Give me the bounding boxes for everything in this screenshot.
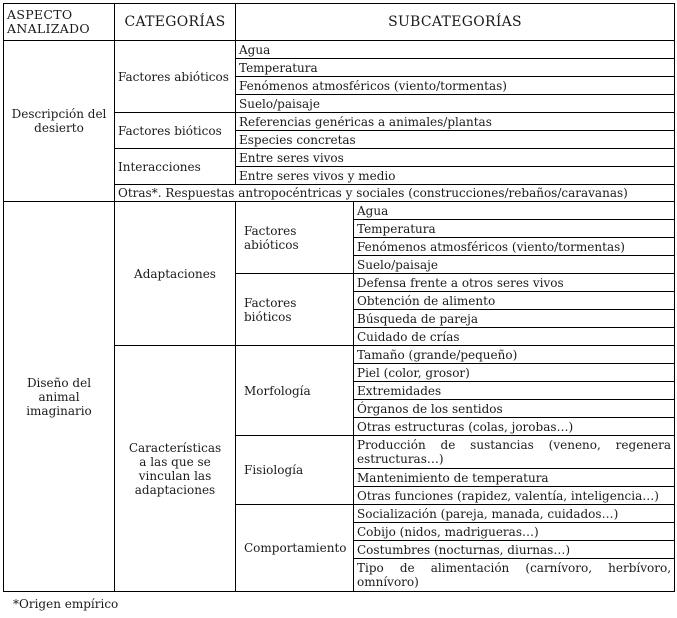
subcategory-item: Defensa frente a otros seres vivos: [354, 274, 675, 292]
subgroup-comportamiento: Comportamiento: [236, 505, 354, 592]
categories-table: [3, 3, 675, 592]
subcategory-item: Socialización (pareja, manada, cuidados…): [354, 505, 675, 523]
footnote: *Origen empírico: [13, 597, 119, 611]
category-factores-abioticos: Factores abióticos: [115, 41, 236, 113]
header-row: [4, 4, 675, 41]
header-subcategorias: SUBCATEGORÍAS: [236, 4, 675, 41]
subcategory-item: Fenómenos atmosféricos (viento/tormentas): [354, 238, 675, 256]
subcategory-item: Entre seres vivos: [236, 149, 675, 167]
subcategory-item: Entre seres vivos y medio: [236, 167, 675, 185]
subcategory-item: Producción de sustancias (veneno, regenera estructuras…): [354, 436, 675, 469]
subcategory-item: Especies concretas: [236, 131, 675, 149]
subcategory-item: Costumbres (nocturnas, diurnas…): [354, 541, 675, 559]
category-interacciones: Interacciones: [115, 149, 236, 185]
subcategory-item: Tamaño (grande/pequeño): [354, 346, 675, 364]
subcategory-item: Búsqueda de pareja: [354, 310, 675, 328]
header-categorias: CATEGORÍAS: [115, 4, 236, 41]
aspect-animal: Diseño del animal imaginario: [4, 202, 115, 592]
subgroup-factores-bioticos: Factores bióticos: [236, 274, 354, 346]
header-aspecto: ASPECTO ANALIZADO: [4, 4, 115, 41]
subcategory-item: Temperatura: [236, 59, 675, 77]
subcategory-item: Temperatura: [354, 220, 675, 238]
subcategory-item: Cuidado de crías: [354, 328, 675, 346]
subcategory-item: Suelo/paisaje: [236, 95, 675, 113]
subcategory-item: Cobijo (nidos, madrigueras…): [354, 523, 675, 541]
subcategory-item: Otras estructuras (colas, jorobas…): [354, 418, 675, 436]
subcategory-item: Extremidades: [354, 382, 675, 400]
subcategory-item: Mantenimiento de temperatura: [354, 469, 675, 487]
subcategory-item: Fenómenos atmosféricos (viento/tormentas): [236, 77, 675, 95]
subgroup-fisiologia: Fisiología: [236, 436, 354, 505]
subcategory-item: Referencias genéricas a animales/plantas: [236, 113, 675, 131]
subcategory-item: Piel (color, grosor): [354, 364, 675, 382]
aspect-desierto: Descripción del desierto: [4, 41, 115, 202]
category-caracteristicas: Características a las que se vinculan las adaptaciones: [115, 346, 236, 592]
table-row: [4, 41, 675, 59]
subcategory-item: Tipo de alimentación (carnívoro, herbívoro, omnívoro): [354, 559, 675, 592]
category-adaptaciones: Adaptaciones: [115, 202, 236, 346]
subcategory-item: Órganos de los sentidos: [354, 400, 675, 418]
category-otras: Otras*. Respuestas antropocéntricas y sociales (construcciones/rebaños/caravanas): [115, 185, 675, 202]
subcategory-item: Otras funciones (rapidez, valentía, inteligencia…): [354, 487, 675, 505]
subcategory-item: Agua: [354, 202, 675, 220]
subcategory-item: Agua: [236, 41, 675, 59]
category-factores-bioticos: Factores bióticos: [115, 113, 236, 149]
subgroup-morfologia: Morfología: [236, 346, 354, 436]
table-row: [4, 202, 675, 220]
subcategory-item: Suelo/paisaje: [354, 256, 675, 274]
subcategory-item: Obtención de alimento: [354, 292, 675, 310]
subgroup-factores-abioticos: Factores abióticos: [236, 202, 354, 274]
